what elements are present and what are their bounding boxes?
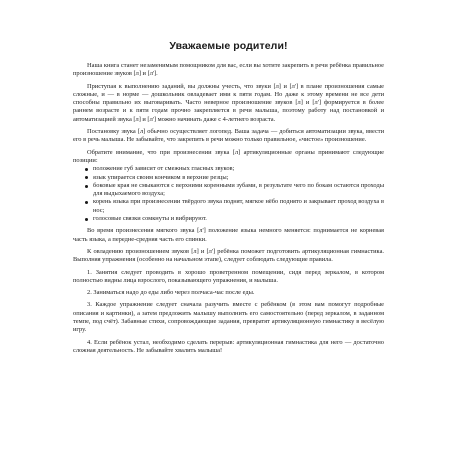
list-item: корень языка при произнесении твёрдого звука поднят, мягкое нёбо поднято и закрывает проход воздуха в нос; — [85, 198, 384, 215]
paragraph: Во время произнесения мягкого звука [л'] положение языка немного меняется: поднимается не корневая часть языка, а передне-средняя часть его спинки. — [73, 227, 384, 243]
rule-item: 4. Если ребёнок устал, необходимо сделать перерыв: артикуляционная гимнастика для него — достаточно сложная деятельность. Не забывайте хвалить малыша! — [73, 338, 384, 354]
list-item: положение губ зависит от смежных гласных звуков; — [85, 165, 384, 173]
articulation-list — [73, 165, 384, 223]
list-item: голосовые связки сомкнуты и вибрируют. — [85, 215, 384, 223]
rule-item: 3. Каждое упражнение следует сначала разучить вместе с ребёнком (в этом вам помогут подробные описания и картинки), а затем предложить малышу выполнить его самостоятельно (перед зеркалом, в заданном темпе, под счёт). Забавные стихи, сопровождающие задания, превратят артикуляционную гимнастику в весёлую игру. — [73, 301, 384, 334]
rules-section — [73, 227, 384, 355]
rule-item: 2. Заниматься надо до еды либо через полчаса-час после еды. — [87, 289, 255, 297]
list-item: боковые края не смыкаются с верхними коренными зубами, в результате чего по бокам остаются проходы для выдыхаемого воздуха; — [85, 182, 384, 199]
paragraph: Наша книга станет незаменимым помощником для вас, если вы хотите закрепить в речи ребёнка правильное произношение звуков [л] и [л']. — [73, 62, 384, 78]
paragraph: К овладению произношением звуков [л] и [л'] ребёнка поможет подготовить артикуляционная гимнастика. Выполняя упражнения (особенно на начальном этапе), следует соблюдать следующие правила. — [73, 247, 384, 264]
paragraph: Постановку звука [л] обычно осуществляет логопед. Ваша задача — добиться автоматизации звука, ввести его в речь малыша. Не забывайте, что закрепить в речи можно только правильное, «чистое» произношение. — [73, 128, 384, 144]
paragraph: Обратите внимание, что при произнесении звука [л] артикуляционные органы принимают следующие позиции: — [73, 148, 384, 164]
rule-item: 1. Занятия следует проводить в хорошо проветренном помещении, сидя перед зеркалом, в котором полностью видны лица взрослого, показывающего упражнения, и малыша. — [73, 268, 384, 284]
page-title: Уважаемые родители! — [169, 40, 288, 52]
list-item: язык упирается своим кончиком в верхние резцы; — [85, 174, 384, 182]
paragraph: Приступая к выполнению заданий, вы должны учесть, что звуки [л] и [л'] в плане произношения самые сложные, и — в норме — дошкольник овладевает ими к пяти годам. Но даже к этому времени не все дети способны правильно их выговаривать. Часто неверное произношение звуков [л] и [л'] формируется в более раннем возрасте и к пяти годам прочно закрепляется в речи малыша, поэтому работу над постановкой и автоматизацией звука [л] и [л'] можно начинать даже с 4-летнего возраста. — [73, 82, 384, 123]
document-body — [73, 62, 384, 355]
